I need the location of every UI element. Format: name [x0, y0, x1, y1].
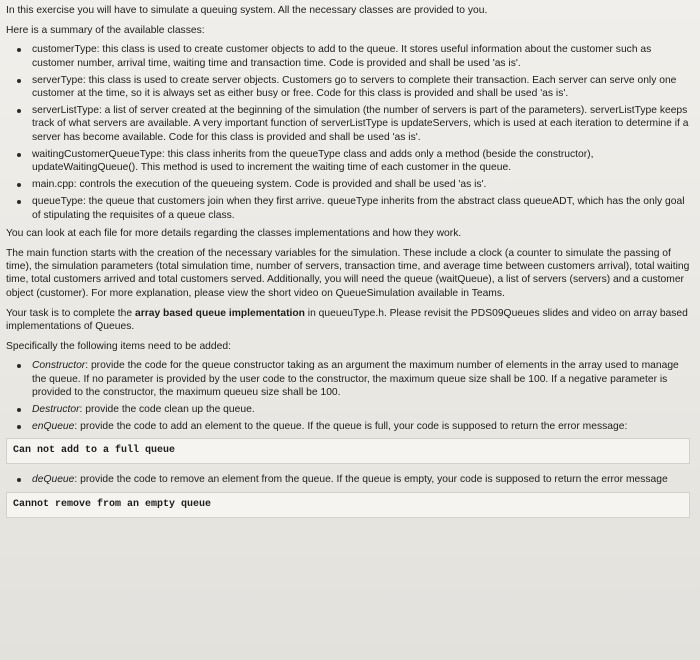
list-item-waitingcustomerqueuetype: waitingCustomerQueueType: this class inherits from the queueType class and adds only a method (beside the constructor), updateWaitingQueue(). This method is used to increment the waiting time of each customer in the queue.: [32, 148, 690, 174]
list-item-customertype: customerType: this class is used to create customer objects to add to the queue. It stores useful information about the customer such as customer number, arrival time, waiting time and transaction time. Code is provided and shall be used 'as is'.: [32, 43, 690, 69]
enqueue-term: enQueue: [32, 421, 75, 433]
list-item-destructor: [32, 403, 690, 416]
list-item-main-cpp: main.cpp: controls the execution of the queueing system. Code is provided and shall be used 'as is'.: [32, 178, 690, 191]
list-item-enqueue: [32, 420, 690, 433]
task-paragraph: [6, 307, 690, 333]
task-bold-text: array based queue implementation: [134, 307, 305, 319]
list-item-constructor: [32, 359, 690, 399]
look-note-paragraph: You can look at each file for more details regarding the classes implementations and how they work.: [6, 227, 462, 239]
specifically-paragraph: Specifically the following items need to be added:: [6, 341, 231, 353]
code-block-full-queue: Can not add to a full queue: [6, 438, 690, 464]
constructor-text: : provide the code for the queue constructor taking as an argument the maximum number of elements in the array used to manage the queue. If no parameter is provided by the user code to the constructor, the maximum queue size shall be 100. If a negative parameter is provided to the constructor, the maximum queueu size shall be 100.: [32, 360, 679, 398]
classes-list: [6, 43, 690, 221]
dequeue-term: deQueue: [32, 474, 75, 486]
list-item-dequeue: [32, 473, 690, 486]
summary-heading: Here is a summary of the available classes:: [6, 25, 205, 37]
task-text-before: Your task is to complete the: [6, 307, 135, 319]
destructor-text: : provide the code clean up the queue.: [79, 404, 255, 416]
requirements-list: [6, 359, 690, 433]
list-item-servertype: serverType: this class is used to create server objects. Customers go to servers to complete their transaction. Each server can serve only one customer at the time, so it is always set as either busy or free. Code for this class is provided and shall be used 'as is'.: [32, 74, 690, 100]
task-text-after: in queueuType.h. Please revisit the PDS09Queues slides and video on array based implementations of Queues.: [6, 307, 688, 333]
dequeue-list: [6, 473, 690, 486]
code-block-empty-queue: Cannot remove from an empty queue: [6, 492, 690, 518]
constructor-term: Constructor: [32, 360, 86, 372]
list-item-queuetype: queueType: the queue that customers join when they first arrive. queueType inherits from the abstract class queueADT, which has the only goal of stipulating the requisites of a queue class.: [32, 195, 690, 221]
list-item-serverlisttype: serverListType: a list of server created at the beginning of the simulation (the number of servers is part of the parameters). serverListType keeps track of what servers are available. A very important function of serverListType is updateServers, which is used at each iteration to determine if a server has become available. Code for this class is provided and shall be used 'as is'.: [32, 105, 689, 143]
intro-paragraph: In this exercise you will have to simulate a queuing system. All the necessary classes are provided to you.: [6, 5, 488, 16]
main-function-paragraph: The main function starts with the creation of the necessary variables for the simulation. These include a clock (a counter to simulate the passing of time), the simulation parameters (total simulation time, number of servers, transaction time, and average time between customers arrival), total waiting time, total customers arrived and total customers served. Additionally, you will need the queue (waitQueue), a list of servers (servers) and a customer object (customer). For more explanation, please view the short video on QueueSimulation available in Teams.: [6, 248, 690, 299]
enqueue-text: : provide the code to add an element to the queue. If the queue is full, your code is supposed to return the error message:: [74, 421, 628, 433]
dequeue-text: : provide the code to remove an element from the queue. If the queue is empty, your code is supposed to return the error message: [74, 474, 668, 486]
destructor-term: Destructor: [32, 404, 80, 416]
